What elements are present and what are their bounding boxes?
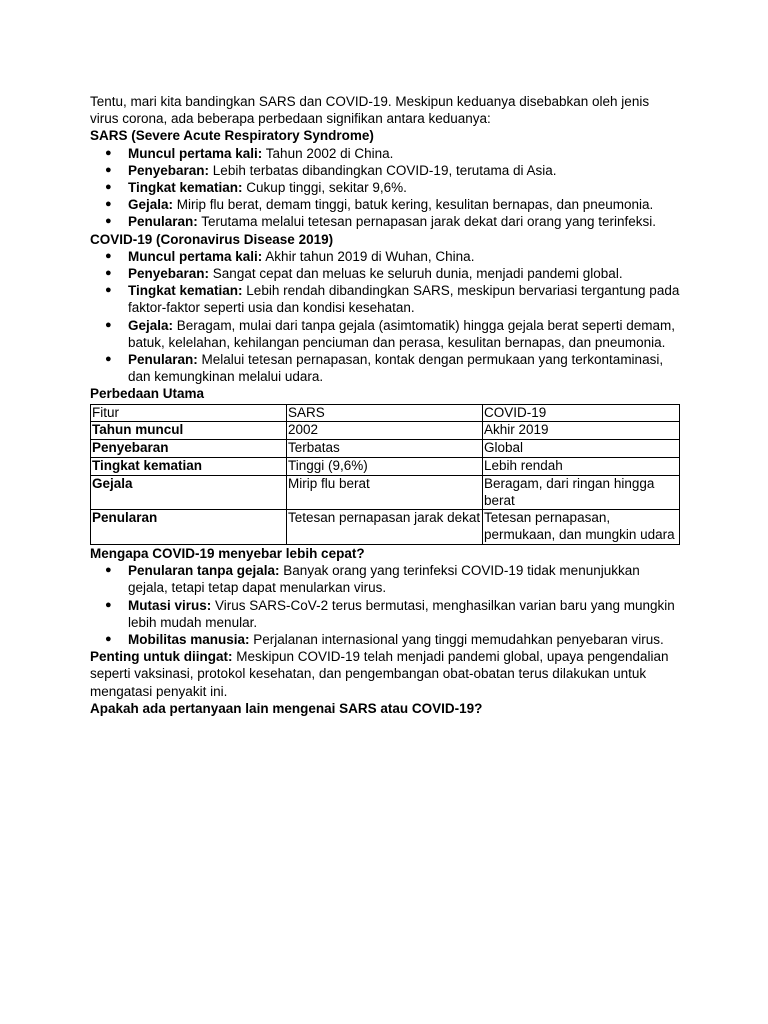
sars-list	[90, 145, 680, 231]
header-cell: COVID-19	[483, 404, 680, 422]
item-text: Perjalanan internasional yang tinggi memudahkan penyebaran virus.	[249, 632, 664, 648]
table-row	[91, 510, 680, 545]
header-cell: Fitur	[91, 404, 287, 422]
item-label: Tingkat kematian:	[128, 283, 243, 299]
item-text: Sangat cepat dan meluas ke seluruh dunia, menjadi pandemi global.	[209, 266, 623, 282]
table-cell: Tinggi (9,6%)	[287, 458, 483, 476]
item-label: Muncul pertama kali:	[128, 248, 263, 264]
differences-heading: Perbedaan Utama	[90, 386, 205, 402]
table-cell: Akhir 2019	[483, 422, 680, 440]
list-item	[90, 597, 680, 631]
item-label: Penularan:	[128, 352, 198, 368]
item-text: Tahun 2002 di China.	[262, 145, 394, 161]
item-label: Penyebaran:	[128, 266, 210, 282]
comparison-table	[90, 404, 680, 545]
table-cell: Mirip flu berat	[287, 475, 483, 510]
table-cell: Lebih rendah	[483, 458, 680, 476]
item-text: Banyak orang yang terinfeksi COVID-19 tidak menunjukkan gejala, tetapi tetap dapat menularkan virus.	[128, 563, 640, 596]
item-text: Virus SARS-CoV-2 terus bermutasi, menghasilkan varian baru yang mungkin lebih mudah menular.	[128, 597, 675, 630]
item-text: Beragam, mulai dari tanpa gejala (asimtomatik) hingga gejala berat seperti demam, batuk, kelelahan, kehilangan penciuman dan perasa, kesulitan bernapas, dan pneumonia.	[128, 317, 676, 350]
list-item	[90, 317, 680, 351]
table-cell: Tetesan pernapasan, permukaan, dan mungkin udara	[483, 510, 680, 545]
header-cell: SARS	[287, 404, 483, 422]
table-header-row	[91, 404, 680, 422]
item-text: Mirip flu berat, demam tinggi, batuk kering, kesulitan bernapas, dan pneumonia.	[173, 197, 654, 213]
list-item	[90, 351, 680, 385]
item-label: Mobilitas manusia:	[128, 632, 250, 648]
list-item	[90, 248, 680, 265]
note-text: Meskipun COVID-19 telah menjadi pandemi global, upaya pengendalian seperti vaksinasi, protokol kesehatan, dan pengembangan obat-obatan terus dilakukan untuk mengatasi penyakit ini.	[90, 649, 669, 699]
table-row	[91, 422, 680, 440]
list-item	[90, 265, 680, 282]
item-label: Penyebaran:	[128, 162, 210, 178]
item-text: Terutama melalui tetesan pernapasan jarak dekat dari orang yang terinfeksi.	[197, 214, 657, 230]
item-text: Melalui tetesan pernapasan, kontak dengan permukaan yang terkontaminasi, dan kemungkinan melalui udara.	[128, 352, 664, 385]
row-label-cell: Gejala	[91, 475, 287, 510]
covid-list	[90, 248, 680, 386]
document-body	[90, 93, 680, 717]
row-label-cell: Tingkat kematian	[91, 458, 287, 476]
table-cell: Terbatas	[287, 440, 483, 458]
closing-question: Apakah ada pertanyaan lain mengenai SARS atau COVID-19?	[90, 700, 483, 716]
list-item	[90, 196, 680, 213]
list-item	[90, 562, 680, 596]
item-label: Penularan:	[128, 214, 198, 230]
row-label-cell: Penyebaran	[91, 440, 287, 458]
item-text: Cukup tinggi, sekitar 9,6%.	[242, 180, 407, 196]
table-cell: Beragam, dari ringan hingga berat	[483, 475, 680, 510]
list-item	[90, 162, 680, 179]
list-item	[90, 282, 680, 316]
list-item	[90, 631, 680, 648]
item-text: Akhir tahun 2019 di Wuhan, China.	[262, 248, 475, 264]
table-cell: Tetesan pernapasan jarak dekat	[287, 510, 483, 545]
sars-heading: SARS (Severe Acute Respiratory Syndrome)	[90, 128, 374, 144]
list-item	[90, 145, 680, 162]
note-paragraph	[90, 648, 680, 700]
list-item	[90, 179, 680, 196]
item-label: Gejala:	[128, 197, 174, 213]
row-label-cell: Penularan	[91, 510, 287, 545]
item-label: Mutasi virus:	[128, 597, 212, 613]
covid-heading: COVID-19 (Coronavirus Disease 2019)	[90, 231, 334, 247]
table-row	[91, 440, 680, 458]
item-label: Tingkat kematian:	[128, 180, 243, 196]
item-text: Lebih terbatas dibandingkan COVID-19, terutama di Asia.	[209, 162, 557, 178]
note-label: Penting untuk diingat:	[90, 649, 233, 665]
table-cell: 2002	[287, 422, 483, 440]
row-label-cell: Tahun muncul	[91, 422, 287, 440]
item-text: Lebih rendah dibandingkan SARS, meskipun bervariasi tergantung pada faktor-faktor seperti usia dan kondisi kesehatan.	[128, 283, 680, 316]
item-label: Penularan tanpa gejala:	[128, 563, 280, 579]
item-label: Gejala:	[128, 317, 174, 333]
item-label: Muncul pertama kali:	[128, 145, 263, 161]
table-row	[91, 475, 680, 510]
why-list	[90, 562, 680, 648]
intro-paragraph: Tentu, mari kita bandingkan SARS dan COVID-19. Meskipun keduanya disebabkan oleh jenis virus corona, ada beberapa perbedaan signifikan antara keduanya:	[90, 94, 650, 127]
table-cell: Global	[483, 440, 680, 458]
list-item	[90, 213, 680, 230]
why-heading: Mengapa COVID-19 menyebar lebih cepat?	[90, 546, 365, 562]
table-row	[91, 458, 680, 476]
